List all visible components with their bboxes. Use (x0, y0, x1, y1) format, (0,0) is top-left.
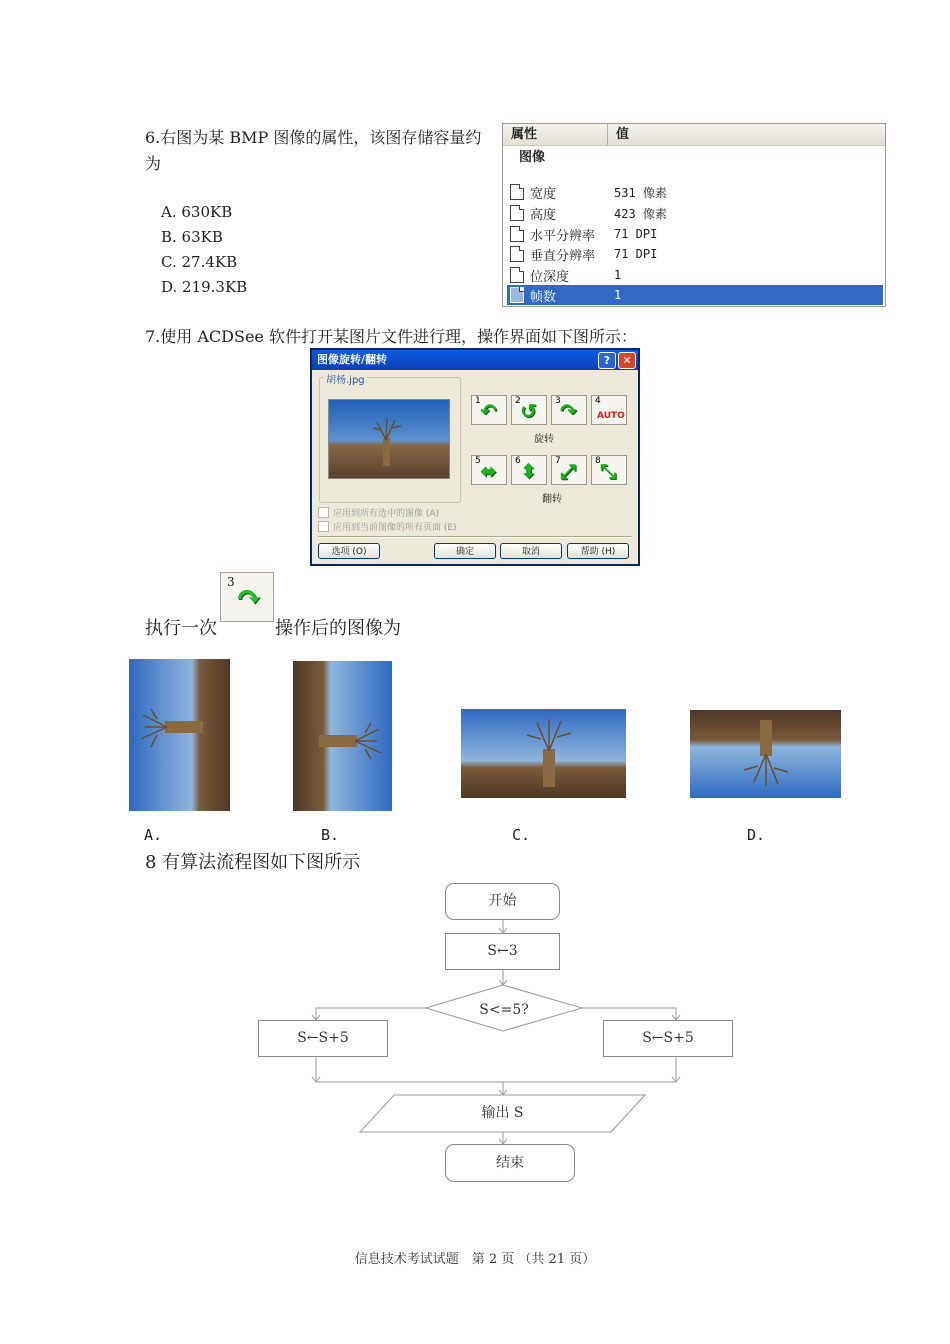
prop-key: 高度 (530, 207, 557, 223)
flip-horizontal-icon: ⬌ (480, 459, 497, 483)
rotate-right-button[interactable]: 3 ↷ (551, 395, 587, 425)
flow-start: 开始 (445, 883, 560, 920)
inline-button-number: 3 (227, 575, 235, 589)
rotate-180-button[interactable]: 2 ↺ (511, 395, 547, 425)
flow-output: 输出 S (481, 1105, 524, 1121)
prop-key: 帧数 (530, 289, 557, 305)
exec-text-after: 操作后的图像为 (275, 618, 401, 639)
prop-value: 1 (614, 268, 622, 282)
flow-left-box: S←S+5 (258, 1020, 388, 1057)
flow-end: 结束 (445, 1144, 575, 1182)
flip-group-label: 翻转 (542, 494, 562, 505)
q8-text: 8 有算法流程图如下图所示 (145, 852, 361, 873)
dialog-title: 图像旋转/翻转 (317, 353, 388, 366)
rotate-180-icon: ↺ (520, 399, 537, 423)
rotate-cw-icon: ↷ (235, 578, 262, 616)
help-button[interactable]: 帮助 (H) (567, 543, 629, 559)
prop-key: 垂直分辨率 (530, 248, 596, 264)
flip-antidiagonal-icon: ⤡ (600, 459, 616, 483)
prop-key: 位深度 (530, 269, 570, 285)
rotate-auto-button[interactable]: 4 AUTO (591, 395, 627, 425)
flow-right-box: S←S+5 (603, 1020, 733, 1057)
close-icon[interactable]: ✕ (618, 352, 636, 369)
rotate-ccw-icon: ↶ (480, 399, 497, 423)
flow-assign: S←3 (445, 933, 560, 970)
answer-label-b: B. (321, 826, 340, 844)
q6-option-c: C. 27.4KB (161, 253, 238, 271)
ok-button[interactable]: 确定 (434, 543, 496, 559)
prop-value: 71 DPI (614, 247, 658, 261)
flip-diagonal-1-button[interactable]: 7 ⤢ (551, 455, 587, 485)
flip-diagonal-2-button[interactable]: 8 ⤡ (591, 455, 627, 485)
exec-text-before: 执行一次 (145, 618, 217, 639)
group-image: 图像 (519, 150, 546, 165)
apply-all-pages-checkbox[interactable]: 应用到当前图像的所有页面 (E) (318, 520, 457, 533)
answer-label-c: C. (512, 826, 531, 844)
q6-option-b: B. 63KB (161, 228, 223, 246)
q6-text-line2: 为 (145, 154, 162, 173)
column-attr-header[interactable]: 属性 (503, 124, 608, 145)
column-value-header[interactable]: 值 (616, 127, 630, 142)
q6-text-line1: 6.右图为某 BMP 图像的属性，该图存储容量约 (145, 128, 482, 147)
options-button[interactable]: 选项 (O) (318, 543, 380, 559)
answer-label-d: D. (747, 826, 766, 844)
q6-option-a: A. 630KB (161, 203, 233, 221)
flow-decision: S<=5? (479, 1002, 529, 1018)
auto-rotate-icon: AUTO (597, 411, 625, 421)
prop-key: 宽度 (530, 186, 557, 202)
cancel-button[interactable]: 取消 (500, 543, 562, 559)
q6-option-d: D. 219.3KB (161, 278, 248, 296)
prop-value: 71 DPI (614, 227, 658, 241)
q7-text: 7.使用 ACDSee 软件打开某图片文件进行理，操作界面如下图所示： (145, 327, 637, 346)
preview-filename: 胡杨.jpg (324, 371, 367, 386)
prop-value: 423 像素 (614, 206, 667, 221)
prop-value: 531 像素 (614, 185, 667, 200)
answer-label-a: A. (144, 826, 163, 844)
rotate-left-button[interactable]: 1 ↶ (471, 395, 507, 425)
flip-diagonal-icon: ⤢ (560, 459, 576, 483)
rotate-cw-icon: ↷ (560, 399, 577, 423)
apply-all-selected-checkbox[interactable]: 应用到所有选中的图像 (A) (318, 506, 439, 519)
prop-value: 1 (614, 288, 622, 302)
flip-vertical-icon: ⬍ (520, 459, 537, 483)
rotate-group-label: 旋转 (534, 434, 554, 445)
prop-key: 水平分辨率 (530, 228, 596, 244)
page-footer: 信息技术考试试题 第 2 页 （共 21 页） (354, 1252, 596, 1267)
help-icon[interactable]: ? (598, 352, 616, 369)
flip-horizontal-button[interactable]: 5 ⬌ (471, 455, 507, 485)
flip-vertical-button[interactable]: 6 ⬍ (511, 455, 547, 485)
